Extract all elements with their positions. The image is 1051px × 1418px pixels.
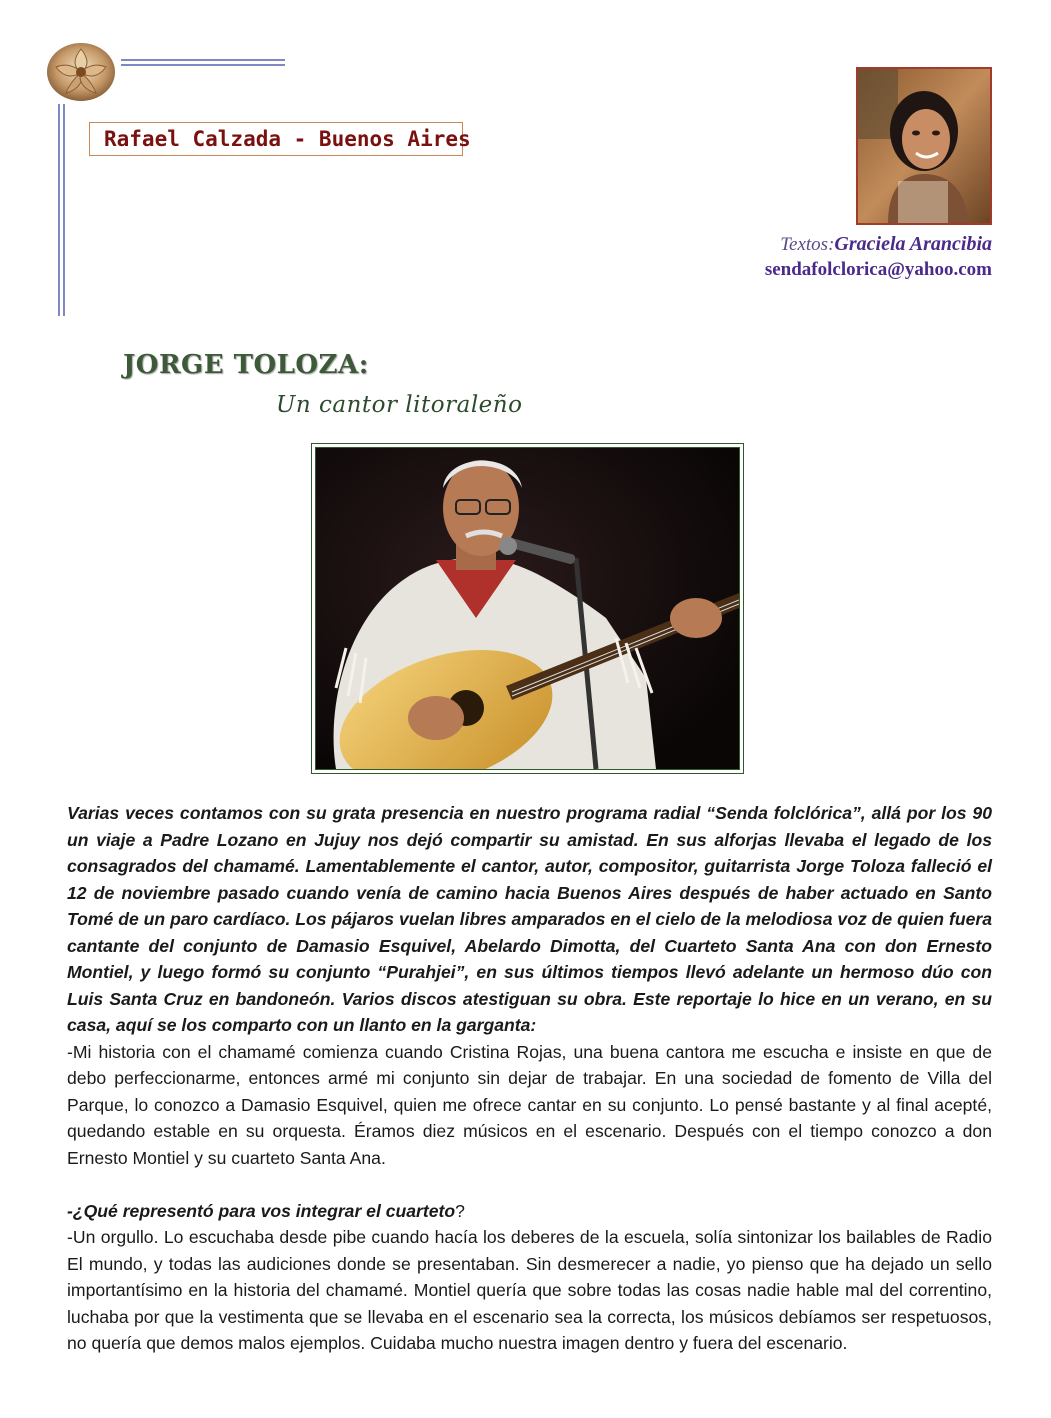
credit-author-name: Graciela Arancibia <box>834 233 992 255</box>
header-rule-bottom <box>121 64 285 66</box>
question-2-text: -¿Qué representó para vos integrar el cuarteto <box>67 1200 456 1221</box>
question-2-mark: ? <box>455 1200 465 1221</box>
question-paragraph-2 <box>67 1198 992 1225</box>
location-label: Rafael Calzada - Buenos Aires <box>89 122 463 156</box>
magazine-flower-logo <box>44 41 118 103</box>
article-title: JORGE TOLOZA: <box>123 350 369 380</box>
margin-rule-left <box>58 104 60 316</box>
singer-with-guitar-photo <box>315 447 740 770</box>
credit-label: Textos: <box>780 234 835 255</box>
credit-email: sendafolclorica@yahoo.com <box>764 259 992 280</box>
author-portrait-photo <box>856 67 992 225</box>
main-photo-frame <box>311 443 744 774</box>
article-subtitle: Un cantor litoraleño <box>276 392 523 418</box>
margin-rule-right <box>63 104 65 316</box>
credits-block <box>765 232 992 282</box>
article-intro-paragraph: Varias veces contamos con su grata presencia en nuestro programa radial “Senda folclórica”, allá por los 90 un viaje a Padre Lozano en Jujuy nos dejó compartir su amistad. En sus alforjas llevaba el legado de los consagrados del chamamé. Lamentablemente el cantor, autor, compositor, guitarrista Jorge Toloza falleció el 12 de noviembre pasado cuando venía de camino hacia Buenos Aires después de haber actuado en Santo Tomé de un paro cardíaco. Los pájaros vuelan libres amparados en el cielo de la melodiosa voz de quien fuera cantante del conjunto de Damasio Esquivel, Abelardo Dimotta, del Cuarteto Santa Ana con don Ernesto Montiel, y luego formó su conjunto “Purahjei”, en sus últimos tiempos llevó adelante un hermoso dúo con Luis Santa Cruz en bandoneón. Varios discos atestiguan su obra. Este reportaje lo hice en un verano, en su casa, aquí se los comparto con un llanto en la garganta: <box>67 803 992 1035</box>
answer-paragraph-1: -Mi historia con el chamamé comienza cuando Cristina Rojas, una buena cantora me escucha e insiste en que de debo perfeccionarme, entonces armé mi conjunto sin dejar de trabajar. En una sociedad de fomento de Villa del Parque, lo conozco a Damasio Esquivel, quien me ofrece cantar en su conjunto. Lo pensé bastante y al final acepté, quedando estable en su orquesta. Éramos diez músicos en el escenario. Después con el tiempo conozco a don Ernesto Montiel y su cuarteto Santa Ana. <box>67 1041 992 1168</box>
answer-paragraph-2: -Un orgullo. Lo escuchaba desde pibe cuando hacía los deberes de la escuela, solía sintonizar los bailables de Radio El mundo, y todas las audiciones donde se presentaban. Sin desmerecer a nadie, yo pienso que ha dejado un sello importantísimo en la historia del chamamé. Montiel quería que sobre todas las cosas nadie hable mal del correntino, luchaba por que la vestimenta que se llevaba en el escenario sea la correcta, los músicos debíamos ser respetuosos, no quería que demos malos ejemplos. Cuidaba mucho nuestra imagen dentro y fuera del escenario. <box>67 1227 992 1353</box>
header-rule-top <box>121 59 285 61</box>
article-body <box>67 800 992 1357</box>
